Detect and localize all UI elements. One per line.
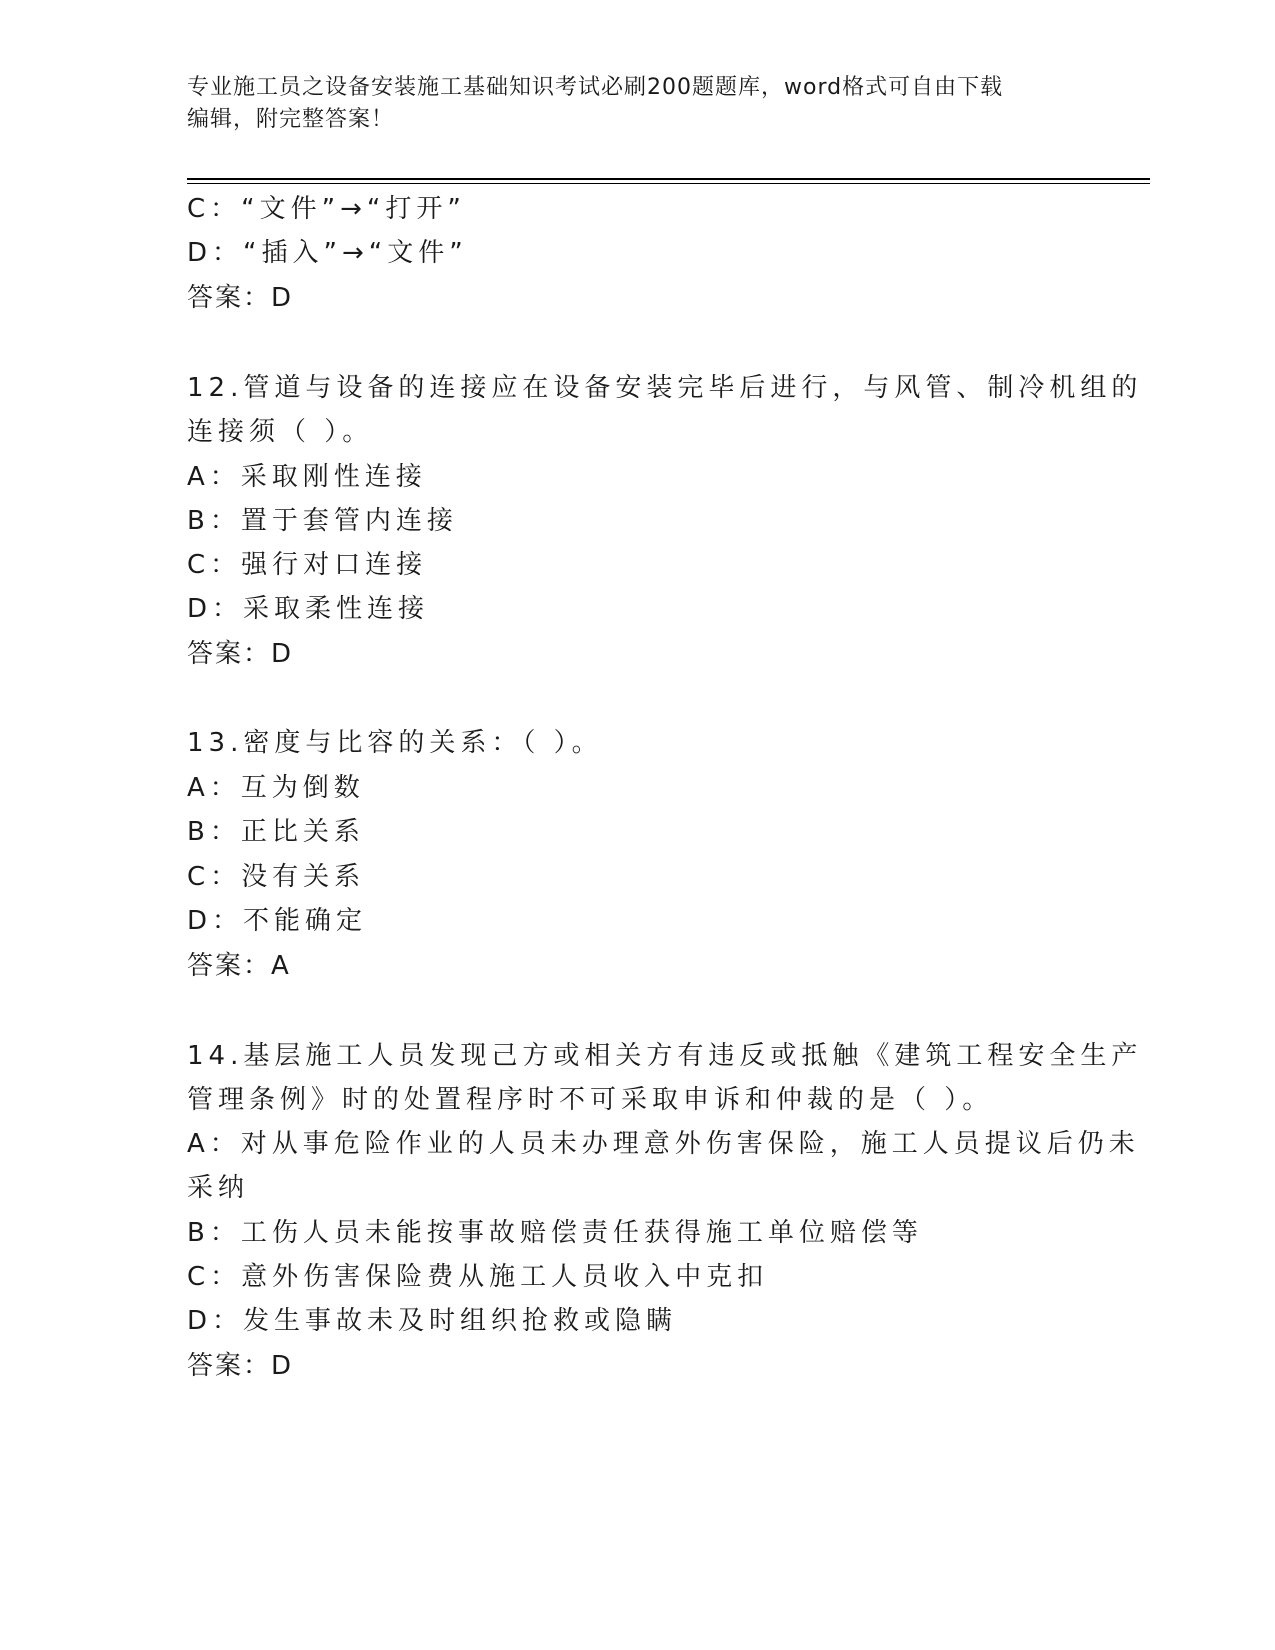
q12-option-d: D：采取柔性连接 xyxy=(187,594,430,624)
q13-answer: 答案：A xyxy=(187,951,291,981)
q12-stem-line-1: 12.管道与设备的连接应在设备安装完毕后进行，与风管、制冷机组的 xyxy=(187,373,1143,403)
header-rule-thin xyxy=(187,183,1150,184)
prev-answer: 答案：D xyxy=(187,283,294,313)
header-rule-thick xyxy=(187,178,1150,180)
q14-option-a-line-1: A：对从事危险作业的人员未办理意外伤害保险，施工人员提议后仍未 xyxy=(187,1129,1140,1159)
q12-option-a: A：采取刚性连接 xyxy=(187,462,427,492)
q12-answer: 答案：D xyxy=(187,639,294,669)
q14-stem-line-1: 14.基层施工人员发现己方或相关方有违反或抵触《建筑工程安全生产 xyxy=(187,1041,1143,1071)
q13-option-a: A：互为倒数 xyxy=(187,773,365,803)
q13-option-b: B：正比关系 xyxy=(187,817,365,847)
header-line-2: 编辑，附完整答案！ xyxy=(187,107,395,132)
prev-option-d: D：“插入”→“文件” xyxy=(187,238,468,268)
q13-option-c: C：没有关系 xyxy=(187,862,366,892)
q14-stem-line-2: 管理条例》时的处置程序时不可采取申诉和仲裁的是（ ）。 xyxy=(187,1085,994,1115)
q13-option-d: D：不能确定 xyxy=(187,906,368,936)
q14-option-b: B：工伤人员未能按事故赔偿责任获得施工单位赔偿等 xyxy=(187,1218,923,1248)
q12-option-c: C：强行对口连接 xyxy=(187,550,428,580)
q14-option-a-line-2: 采纳 xyxy=(187,1173,250,1203)
q14-option-d: D：发生事故未及时组织抢救或隐瞒 xyxy=(187,1306,678,1336)
prev-option-c: C：“文件”→“打开” xyxy=(187,194,466,224)
q12-option-b: B：置于套管内连接 xyxy=(187,506,458,536)
q12-stem-line-2: 连接须（ ）。 xyxy=(187,417,374,447)
q13-stem-line-1: 13.密度与比容的关系：（ ）。 xyxy=(187,728,603,758)
q14-answer: 答案：D xyxy=(187,1351,294,1381)
q14-option-c: C：意外伤害保险费从施工人员收入中克扣 xyxy=(187,1262,769,1292)
header-line-1: 专业施工员之设备安装施工基础知识考试必刷200题题库，word格式可自由下载 xyxy=(187,75,1004,100)
document-header xyxy=(187,72,1087,136)
